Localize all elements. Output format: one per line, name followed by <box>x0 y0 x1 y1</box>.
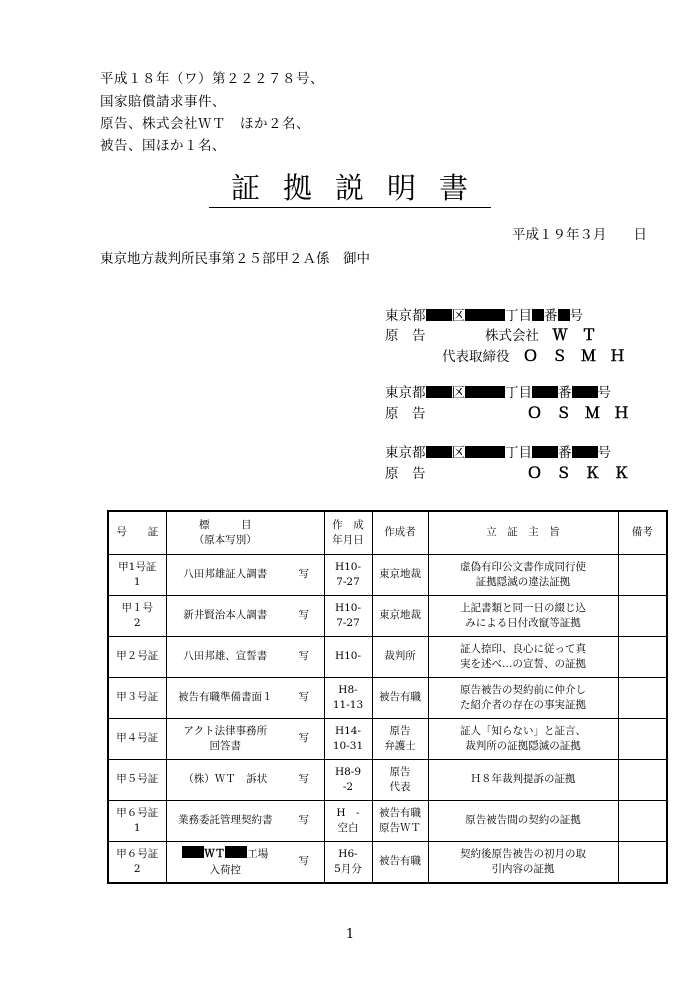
redaction <box>426 386 452 398</box>
author-2: 原告ＷＴ <box>379 822 421 834</box>
address-chome: 丁目 <box>505 445 532 461</box>
title-2: 入荷控 <box>209 863 241 876</box>
table-row <box>108 719 667 760</box>
date-1: H10- <box>334 560 362 573</box>
date-2: -2 <box>342 781 354 793</box>
cell-number <box>108 801 166 842</box>
author-1: 原告 <box>389 765 411 778</box>
cell-title: 業務委託管理契約書 <box>166 801 284 842</box>
cell-author <box>372 801 428 842</box>
header-date <box>324 511 372 555</box>
address-ku: 区 <box>451 385 465 401</box>
address-chome: 丁目 <box>505 308 532 324</box>
cell-notes <box>618 678 667 719</box>
title-company: ＷＴ <box>204 848 226 861</box>
cell-notes <box>618 555 667 596</box>
cell-notes <box>618 596 667 637</box>
date-1: H - <box>336 806 360 819</box>
address-ban: 番 <box>544 308 558 324</box>
purpose-1: 証人捺印、良心に従って真 <box>460 642 586 655</box>
redaction <box>532 446 558 458</box>
cell-copy: 写 <box>284 555 324 596</box>
cell-number: 甲５号証 <box>108 760 166 801</box>
court-addressee: 東京地方裁判所民事第２５部甲２Ａ係 御中 <box>100 251 370 267</box>
header-purpose: 立 証 主 旨 <box>428 511 618 555</box>
number-2: 2 <box>133 617 141 629</box>
party-2-role: 原 告 <box>385 406 426 422</box>
redaction <box>182 846 204 858</box>
cell-number: 甲４号証 <box>108 719 166 760</box>
table-row <box>108 596 667 637</box>
cell-author <box>372 760 428 801</box>
purpose-2: 実を述べ…の宣誓、の証拠 <box>460 658 586 670</box>
author-2: 代表 <box>389 781 411 793</box>
evidence-table <box>107 510 668 884</box>
cell-title: （株）ＷＴ 訴状 <box>166 760 284 801</box>
date-2: 5月分 <box>334 863 362 875</box>
title-2: 回答書 <box>209 740 241 752</box>
title-suffix: 工場 <box>247 848 269 861</box>
purpose-2: 引内容の証拠 <box>491 863 555 875</box>
company-name: ＷＴ <box>552 326 611 344</box>
party-name: ＯＳＫＫ <box>527 464 644 482</box>
title-1 <box>169 846 283 862</box>
cell-purpose: Ｈ８年裁判提訴の証拠 <box>428 760 618 801</box>
cell-number <box>108 842 166 884</box>
number-2: 1 <box>133 822 141 834</box>
case-type: 国家賠償請求事件、 <box>100 94 226 110</box>
cell-title: 新井賢治本人調書 <box>166 596 284 637</box>
cell-date <box>324 555 372 596</box>
redaction <box>572 446 598 458</box>
redaction <box>225 846 247 858</box>
cell-date <box>324 719 372 760</box>
cell-author: 東京地裁 <box>372 596 428 637</box>
author-2: 弁護士 <box>384 740 416 752</box>
redaction <box>532 309 544 321</box>
party-2-address <box>385 381 611 401</box>
address-ku: 区 <box>451 308 465 324</box>
party-3-name <box>527 462 643 483</box>
table-row <box>108 555 667 596</box>
cell-number: 甲２号証 <box>108 637 166 678</box>
date-1: H10- <box>334 601 362 614</box>
party-1-address <box>385 304 583 324</box>
document-title <box>0 166 700 207</box>
redaction <box>465 309 505 321</box>
rep-title: 代表取締役 <box>442 349 510 365</box>
header-title-sub: （原本写別） <box>193 534 257 546</box>
cell-title: 被告有職準備書面１ <box>166 678 284 719</box>
purpose-1: 契約後原告被告の初月の取 <box>460 847 586 860</box>
date-1: H6- <box>338 847 358 860</box>
cell-author: 被告有職 <box>372 842 428 884</box>
defendant-line: 被告、国ほか１名、 <box>100 138 226 154</box>
number-1: 甲1号証 <box>118 560 157 573</box>
purpose-2: みによる日付改竄等証拠 <box>465 617 581 629</box>
party-1-role: 原 告 <box>385 328 426 344</box>
cell-author: 東京地裁 <box>372 555 428 596</box>
cell-title: 八田邦雄証人調書 <box>166 555 284 596</box>
cell-author: 被告有職 <box>372 678 428 719</box>
cell-copy: 写 <box>284 637 324 678</box>
cell-purpose <box>428 719 618 760</box>
party-1-company <box>485 324 611 345</box>
author-1: 被告有職 <box>379 806 421 819</box>
address-ku: 区 <box>451 445 465 461</box>
redaction <box>558 309 570 321</box>
plaintiff-line: 原告、株式会社ＷＴ ほか２名、 <box>100 116 310 132</box>
cell-purpose <box>428 596 618 637</box>
party-name: ＯＳＭＨ <box>527 404 644 422</box>
cell-date <box>324 678 372 719</box>
title-1: アクト法律事務所 <box>183 724 268 737</box>
date-2: 空白 <box>337 822 359 834</box>
cell-number: 甲３号証 <box>108 678 166 719</box>
header-notes: 備考 <box>618 511 667 555</box>
cell-title: 八田邦雄、宣誓書 <box>166 637 284 678</box>
cell-copy: 写 <box>284 596 324 637</box>
header-date-2: 年月日 <box>332 534 364 546</box>
number-2: 1 <box>133 576 141 588</box>
header-author: 作成者 <box>372 511 428 555</box>
cell-notes <box>618 842 667 884</box>
cell-author <box>372 719 428 760</box>
header-number: 号 証 <box>108 511 166 555</box>
date-2: 10-31 <box>332 740 364 752</box>
cell-copy: 写 <box>284 678 324 719</box>
address-go: 号 <box>597 385 611 401</box>
table-header-row <box>108 511 667 555</box>
cell-copy: 写 <box>284 719 324 760</box>
table-row <box>108 760 667 801</box>
address-chome: 丁目 <box>505 385 532 401</box>
cell-purpose <box>428 842 618 884</box>
purpose-2: 証拠隠滅の違法証拠 <box>475 576 571 588</box>
cell-purpose: 原告被告間の契約の証拠 <box>428 801 618 842</box>
address-ban: 番 <box>558 385 572 401</box>
header-date-1: 作 成 <box>332 518 364 531</box>
purpose-1: 原告被告の契約前に仲介し <box>460 683 586 696</box>
date-1: H8- <box>338 683 358 696</box>
party-3-role: 原 告 <box>385 466 426 482</box>
author-1: 原告 <box>389 724 411 737</box>
header-copy <box>284 511 324 555</box>
table-row <box>108 637 667 678</box>
cell-copy: 写 <box>284 760 324 801</box>
party-3-address <box>385 441 611 461</box>
table-row <box>108 801 667 842</box>
redaction <box>532 386 558 398</box>
cell-date <box>324 760 372 801</box>
address-pref: 東京都 <box>385 308 426 324</box>
number-1: 甲６号証 <box>116 847 159 860</box>
cell-number <box>108 596 166 637</box>
date-2: 7-27 <box>336 576 360 588</box>
number-2: 2 <box>133 863 141 875</box>
header-title <box>166 511 284 555</box>
cell-title <box>166 719 284 760</box>
company-type: 株式会社 <box>485 328 539 344</box>
cell-notes <box>618 801 667 842</box>
address-pref: 東京都 <box>385 385 426 401</box>
redaction <box>465 446 505 458</box>
purpose-1: 上記書類と同一日の綴じ込 <box>460 601 586 614</box>
cell-date: H10- <box>324 637 372 678</box>
number-1: 甲６号証 <box>116 806 159 819</box>
party-1-rep <box>442 345 639 366</box>
document-title-text: 証拠説明書 <box>209 171 491 208</box>
purpose-1: 虚偽有印公文書作成同行使 <box>460 560 586 573</box>
number-1: 甲１号 <box>121 601 153 614</box>
cell-notes <box>618 719 667 760</box>
redaction <box>426 446 452 458</box>
date-2: 11-13 <box>332 699 364 711</box>
table-row <box>108 842 667 884</box>
address-go: 号 <box>569 308 583 324</box>
cell-date <box>324 801 372 842</box>
cell-purpose <box>428 555 618 596</box>
redaction <box>465 386 505 398</box>
party-2-name <box>527 402 643 423</box>
page-number: 1 <box>345 927 355 942</box>
purpose-2: た紹介者の存在の事実証拠 <box>460 699 586 711</box>
rep-name: ＯＳＭＨ <box>523 347 640 365</box>
cell-notes <box>618 637 667 678</box>
purpose-2: 裁判所の証拠隠滅の証拠 <box>465 740 581 752</box>
address-ban: 番 <box>558 445 572 461</box>
header-title-main: 標 目 <box>199 518 252 531</box>
cell-date <box>324 842 372 884</box>
cell-purpose <box>428 637 618 678</box>
address-go: 号 <box>597 445 611 461</box>
case-number: 平成１８年（ワ）第２２２７８号、 <box>100 71 324 87</box>
purpose-1: 証人「知らない」と証言、 <box>460 724 586 737</box>
address-pref: 東京都 <box>385 445 426 461</box>
date-1: H14- <box>334 724 362 737</box>
cell-number <box>108 555 166 596</box>
date-1: H8-9 <box>334 765 362 778</box>
cell-notes <box>618 760 667 801</box>
redaction <box>426 309 452 321</box>
date-2: 7-27 <box>336 617 360 629</box>
document-date: 平成１９年３月 日 <box>512 227 647 243</box>
cell-purpose <box>428 678 618 719</box>
table-row <box>108 678 667 719</box>
cell-copy: 写 <box>284 801 324 842</box>
cell-title <box>166 842 284 884</box>
cell-date <box>324 596 372 637</box>
redaction <box>572 386 598 398</box>
cell-copy: 写 <box>284 842 324 884</box>
cell-author: 裁判所 <box>372 637 428 678</box>
